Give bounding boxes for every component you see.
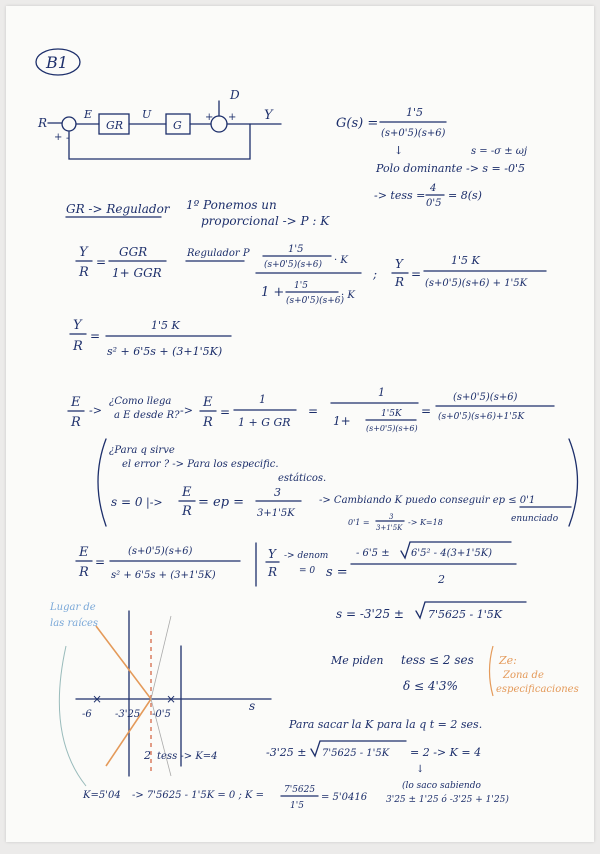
svg-text:Zona de: Zona de xyxy=(503,670,544,681)
svg-text:R: R xyxy=(203,415,213,430)
svg-text:estáticos.: estáticos. xyxy=(278,473,327,484)
svg-text:=: = xyxy=(308,404,319,418)
svg-text:Lugar de: Lugar de xyxy=(50,602,96,613)
svg-text:->: -> xyxy=(89,404,102,417)
svg-text:Y: Y xyxy=(73,318,82,333)
svg-text:R: R xyxy=(182,504,192,519)
svg-text:-> Cambiando K puedo conseguir: -> Cambiando K puedo conseguir ep ≤ 0'1 xyxy=(319,495,536,506)
error-eq xyxy=(68,386,554,433)
svg-text:(s+0'5)(s+6): (s+0'5)(s+6) xyxy=(286,296,345,306)
svg-text:Y: Y xyxy=(268,547,276,561)
svg-text:↓: ↓ xyxy=(416,764,425,775)
svg-text:3+1'5K: 3+1'5K xyxy=(376,524,403,532)
svg-text:7'5625 - 1'5K: 7'5625 - 1'5K xyxy=(428,608,502,621)
svg-text:=: = xyxy=(411,267,422,281)
svg-text:×: × xyxy=(166,692,177,706)
svg-text:2: 2 xyxy=(144,749,151,762)
final-gain xyxy=(132,785,368,811)
svg-text:= ep =: = ep = xyxy=(198,495,245,510)
closed-loop-eq-1 xyxy=(76,244,546,306)
svg-text:· K: · K xyxy=(341,290,355,301)
svg-text:|->: |-> xyxy=(146,496,163,509)
svg-text:E: E xyxy=(203,395,213,410)
closed-loop-eq-2 xyxy=(70,318,231,358)
svg-text:0'5: 0'5 xyxy=(426,198,442,209)
svg-text:Y: Y xyxy=(264,108,273,123)
svg-text:tess -> K=4: tess -> K=4 xyxy=(157,751,218,762)
svg-text:0'1 =: 0'1 = xyxy=(348,518,370,527)
svg-text:GGR: GGR xyxy=(119,245,148,259)
regulator-line xyxy=(66,198,330,228)
svg-text:(s+0'5)(s+6): (s+0'5)(s+6) xyxy=(128,546,193,557)
svg-text:1: 1 xyxy=(259,393,266,406)
svg-text:×: × xyxy=(92,692,103,706)
characteristic-eq xyxy=(76,542,516,586)
svg-text:4: 4 xyxy=(430,183,437,194)
svg-text:las raíces: las raíces xyxy=(50,618,99,629)
svg-text:2: 2 xyxy=(438,573,445,586)
svg-text:-> tess =: -> tess = xyxy=(374,189,426,202)
svg-text:s = -3'25 ±: s = -3'25 ± xyxy=(336,607,404,621)
svg-text:G(s) =: G(s) = xyxy=(336,116,379,131)
svg-text:1º Ponemos un: 1º Ponemos un xyxy=(186,198,277,212)
svg-text:= 5'0416: = 5'0416 xyxy=(321,792,368,803)
svg-text:1: 1 xyxy=(378,386,385,399)
roots-simplified xyxy=(336,602,526,621)
svg-text:GR: GR xyxy=(106,119,124,132)
block-r: R xyxy=(38,116,48,130)
svg-text:a E desde R?: a E desde R? xyxy=(114,410,180,421)
svg-text:+: + xyxy=(205,112,214,123)
svg-text:Me piden: Me piden xyxy=(331,654,384,667)
svg-text:R: R xyxy=(395,275,405,289)
svg-text:1'5 K: 1'5 K xyxy=(151,319,180,332)
svg-text:= 0: = 0 xyxy=(299,566,316,576)
svg-text:7'5625 - 1'5K: 7'5625 - 1'5K xyxy=(322,748,390,759)
svg-text:(s+0'5)(s+6): (s+0'5)(s+6) xyxy=(264,260,323,270)
svg-text:(s+0'5)(s+6)+1'5K: (s+0'5)(s+6)+1'5K xyxy=(438,412,525,422)
svg-text:+: + xyxy=(54,132,63,143)
svg-text:el error ? -> Para los especif: el error ? -> Para los especific. xyxy=(122,459,279,470)
svg-text:U: U xyxy=(142,108,152,121)
svg-text:(s+0'5)(s+6): (s+0'5)(s+6) xyxy=(366,424,418,433)
svg-text:-: - xyxy=(66,133,70,144)
svg-text:G: G xyxy=(173,119,182,132)
svg-text:=: = xyxy=(220,405,231,419)
svg-text:s = -σ ± ωj: s = -σ ± ωj xyxy=(471,146,528,157)
svg-text:;: ; xyxy=(373,267,378,281)
svg-text:R: R xyxy=(79,265,89,280)
svg-text:· K: · K xyxy=(334,255,348,266)
svg-text:proporcional -> P : K: proporcional -> P : K xyxy=(201,214,330,228)
svg-text:1'5: 1'5 xyxy=(294,281,308,291)
svg-text:Regulador P: Regulador P xyxy=(187,248,250,259)
svg-text:s: s xyxy=(249,699,256,713)
svg-text:R: R xyxy=(268,565,278,579)
block-diagram xyxy=(37,88,281,159)
svg-text:(lo saco sabiendo: (lo saco sabiendo xyxy=(402,781,481,791)
svg-text:s =: s = xyxy=(326,565,348,580)
static-error-block xyxy=(98,439,578,532)
svg-text:(s+0'5)(s+6): (s+0'5)(s+6) xyxy=(381,128,446,139)
svg-text:-3'25 ±: -3'25 ± xyxy=(266,746,307,759)
svg-text:=: = xyxy=(95,555,106,569)
svg-text:3'25 ± 1'25 ó -3'25 + 1'25): 3'25 ± 1'25 ó -3'25 + 1'25) xyxy=(386,795,509,805)
svg-text:+: + xyxy=(228,112,237,123)
svg-text:E: E xyxy=(182,485,192,500)
svg-text:-3'25: -3'25 xyxy=(115,709,141,720)
svg-text:- 6'5 ±: - 6'5 ± xyxy=(356,548,390,559)
svg-text:Para sacar la K para la q t =: Para sacar la K para la q t = 2 ses. xyxy=(289,718,483,731)
svg-text:-0'5: -0'5 xyxy=(152,709,171,720)
svg-text:7'5625: 7'5625 xyxy=(284,785,316,795)
svg-text:6'5² - 4(3+1'5K): 6'5² - 4(3+1'5K) xyxy=(411,548,493,559)
svg-text:δ ≤ 4'3%: δ ≤ 4'3% xyxy=(403,679,458,693)
svg-text:=: = xyxy=(90,329,101,343)
svg-text:1 +: 1 + xyxy=(261,285,285,300)
svg-text:s² + 6'5s + (3+1'5K): s² + 6'5s + (3+1'5K) xyxy=(107,345,223,358)
svg-text:E: E xyxy=(79,545,89,560)
svg-text:R: R xyxy=(79,565,89,580)
svg-text:->: -> xyxy=(180,404,193,417)
svg-text:Y: Y xyxy=(395,257,403,271)
svg-text:R: R xyxy=(71,415,81,430)
svg-text:1'5K: 1'5K xyxy=(381,409,402,419)
feedback-loop xyxy=(69,124,250,159)
svg-text:= 2 -> K = 4: = 2 -> K = 4 xyxy=(410,746,482,759)
notebook-page xyxy=(6,6,594,842)
summing-junction-1 xyxy=(62,117,76,131)
svg-text:R: R xyxy=(73,339,83,354)
summing-junction-2 xyxy=(211,116,227,132)
svg-text:1 + G GR: 1 + G GR xyxy=(238,416,291,429)
svg-text:E: E xyxy=(71,395,81,410)
svg-text:Y: Y xyxy=(79,245,88,260)
svg-text:GR -> Regulador: GR -> Regulador xyxy=(66,202,170,216)
svg-text:K=5'04: K=5'04 xyxy=(83,790,121,801)
svg-text:3: 3 xyxy=(274,486,281,499)
svg-text:s² + 6'5s + (3+1'5K): s² + 6'5s + (3+1'5K) xyxy=(111,570,216,581)
svg-text:-6: -6 xyxy=(82,709,92,720)
svg-text:s = 0: s = 0 xyxy=(111,495,143,509)
svg-text:-> denom: -> denom xyxy=(284,551,329,561)
root-locus-sketch xyxy=(49,602,271,801)
svg-text:3: 3 xyxy=(389,513,394,521)
svg-text:(s+0'5)(s+6): (s+0'5)(s+6) xyxy=(453,392,518,403)
svg-text:1'5: 1'5 xyxy=(288,244,304,255)
svg-text:¿Como llega: ¿Como llega xyxy=(109,396,172,407)
svg-text:tess ≤ 2 ses: tess ≤ 2 ses xyxy=(401,653,474,667)
block-e: E xyxy=(84,108,93,121)
svg-text:1'5: 1'5 xyxy=(406,106,424,119)
svg-text:D: D xyxy=(230,88,240,102)
svg-text:Ze:: Ze: xyxy=(499,654,517,667)
specifications xyxy=(330,646,579,696)
svg-text:enunciado: enunciado xyxy=(511,514,559,524)
svg-text:especificaciones: especificaciones xyxy=(496,684,579,695)
svg-text:¿Para q sirve: ¿Para q sirve xyxy=(109,445,175,456)
svg-text:=: = xyxy=(421,404,432,418)
svg-text:-> 7'5625 - 1'5K = 0 ; K =: -> 7'5625 - 1'5K = 0 ; K = xyxy=(132,790,265,801)
svg-text:1'5: 1'5 xyxy=(290,801,304,811)
plant-definition xyxy=(336,106,527,209)
svg-text:1'5 K: 1'5 K xyxy=(451,254,480,267)
svg-text:-> K=18: -> K=18 xyxy=(408,518,443,527)
svg-text:=: = xyxy=(96,255,107,269)
handwritten-notes xyxy=(6,6,600,854)
svg-text:3+1'5K: 3+1'5K xyxy=(257,508,295,519)
svg-text:Polo dominante -> s = -0'5: Polo dominante -> s = -0'5 xyxy=(376,162,526,175)
svg-text:↓: ↓ xyxy=(394,144,404,157)
svg-text:= 8(s): = 8(s) xyxy=(448,189,482,202)
page-label: B1 xyxy=(46,53,68,72)
svg-text:1+ GGR: 1+ GGR xyxy=(112,266,162,280)
svg-text:1+: 1+ xyxy=(333,414,351,428)
svg-text:(s+0'5)(s+6) + 1'5K: (s+0'5)(s+6) + 1'5K xyxy=(425,278,528,289)
